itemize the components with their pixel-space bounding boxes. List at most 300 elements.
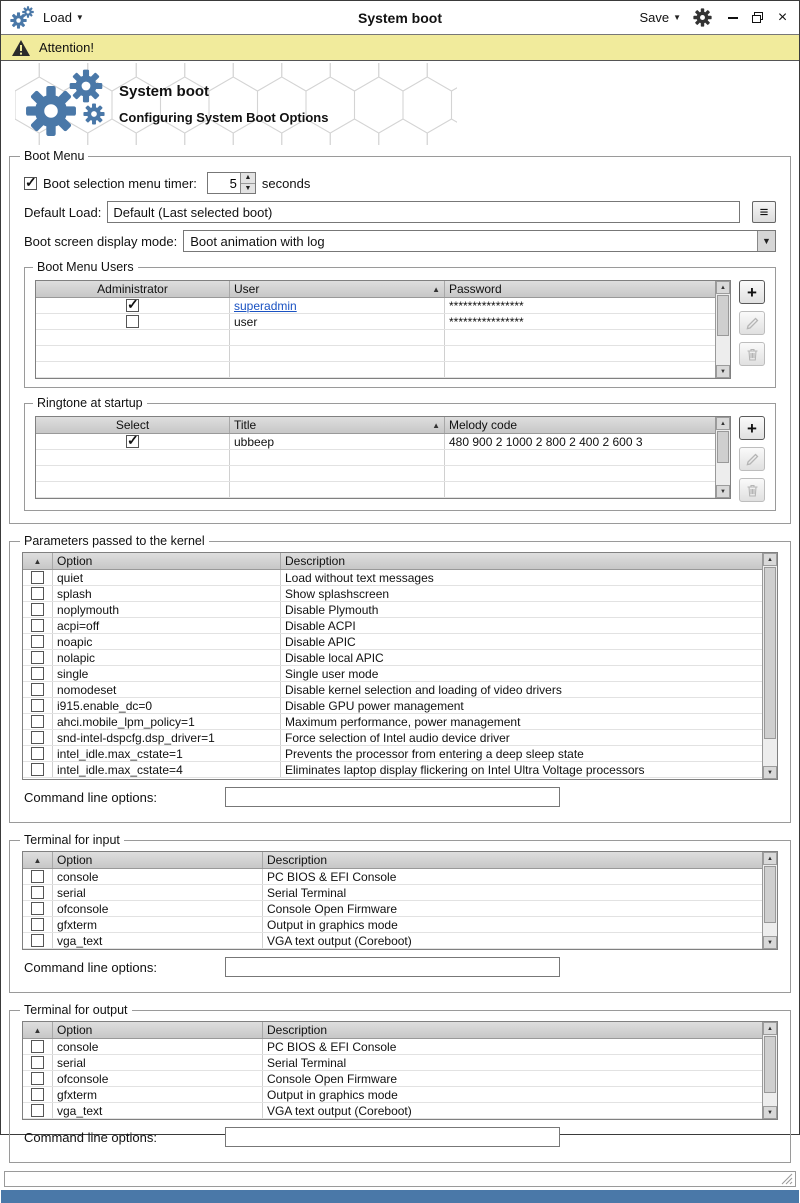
table-row[interactable] — [36, 434, 715, 450]
timer-unit-label: seconds — [261, 175, 311, 191]
close-button[interactable] — [774, 9, 791, 26]
ringtone-table-wrap — [35, 416, 765, 502]
spin-up-button[interactable] — [241, 173, 255, 184]
row-checkbox-cell[interactable] — [23, 933, 53, 948]
option-cell: i915.enable_dc=0 — [53, 698, 281, 713]
description-cell: PC BIOS & EFI Console — [267, 1039, 397, 1054]
trash-icon — [745, 347, 760, 362]
checkbox-icon[interactable] — [31, 1040, 44, 1053]
description-column-header[interactable] — [263, 852, 762, 868]
row-checkbox-cell[interactable] — [23, 618, 53, 633]
admin-header-label: Administrator — [97, 282, 168, 296]
kernel-params-legend: Parameters passed to the kernel — [24, 534, 205, 548]
scrollbar-down-button[interactable] — [763, 936, 777, 949]
title-column-header[interactable] — [230, 417, 445, 433]
scroll-down-icon: ▼ — [767, 939, 773, 946]
row-checkbox-cell[interactable] — [23, 1039, 53, 1054]
users-action-buttons — [739, 280, 765, 366]
timer-label: Boot selection menu timer: — [43, 175, 197, 191]
display-mode-dropdown[interactable] — [183, 230, 776, 252]
select-column-header[interactable] — [36, 417, 230, 433]
terminal-input-legend: Terminal for input — [24, 833, 120, 847]
status-bar — [4, 1171, 796, 1187]
terminal-output-table-wrap — [22, 1021, 778, 1120]
user-header-label: User — [234, 282, 260, 296]
checkbox-icon[interactable] — [31, 763, 44, 776]
scrollbar-track[interactable] — [763, 566, 777, 766]
hamburger-icon: ≡ — [759, 203, 769, 221]
checkbox-icon[interactable] — [31, 619, 44, 632]
row-checkbox-cell[interactable] — [23, 682, 53, 697]
option-cell: quiet — [53, 570, 281, 585]
row-checkbox-cell[interactable] — [23, 714, 53, 729]
checkbox-icon[interactable] — [31, 587, 44, 600]
password-cell: **************** — [449, 298, 524, 313]
plus-icon: + — [747, 418, 757, 438]
table-row[interactable] — [23, 650, 762, 666]
scroll-down-icon: ▼ — [767, 769, 773, 776]
checkbox-icon[interactable] — [31, 1056, 44, 1069]
timer-row — [24, 172, 776, 194]
scrollbar-thumb[interactable] — [764, 866, 776, 923]
option-cell: nolapic — [53, 650, 281, 665]
scrollbar-track[interactable] — [716, 294, 730, 365]
display-mode-label: Boot screen display mode: — [24, 233, 178, 249]
delete-ringtone-button[interactable] — [739, 478, 765, 502]
checkbox-icon[interactable] — [126, 435, 139, 448]
scrollbar-down-button[interactable] — [716, 365, 730, 378]
scroll-up-icon: ▲ — [720, 284, 726, 291]
kernel-params-section — [9, 534, 791, 823]
ringtone-table-body — [36, 434, 715, 498]
terminal-input-cmdline-row — [24, 957, 776, 977]
ringtone-section — [24, 396, 776, 511]
row-checkbox-cell[interactable] — [23, 1055, 53, 1070]
scrollbar-up-button[interactable] — [716, 281, 730, 294]
warning-triangle-icon — [11, 39, 31, 57]
user-cell[interactable] — [230, 298, 445, 313]
option-cell: console — [53, 1039, 263, 1054]
row-checkbox-cell[interactable] — [23, 634, 53, 649]
boot-menu-users-legend: Boot Menu Users — [37, 260, 134, 274]
option-cell: intel_idle.max_cstate=1 — [53, 746, 281, 761]
checkbox-icon[interactable] — [31, 715, 44, 728]
save-menu-label: Save — [639, 10, 670, 25]
boot-menu-users-section — [24, 260, 776, 388]
checkbox-icon[interactable] — [31, 870, 44, 883]
empty-row — [36, 362, 715, 378]
empty-row — [36, 482, 715, 498]
terminal-output-table-main — [23, 1022, 762, 1119]
page-title: System boot — [119, 83, 210, 100]
option-header-label: Option — [57, 853, 93, 867]
scrollbar-down-button[interactable] — [716, 485, 730, 498]
header-text — [119, 83, 328, 125]
table-row[interactable] — [23, 602, 762, 618]
row-checkbox-cell[interactable] — [23, 869, 53, 884]
scroll-up-icon: ▲ — [767, 1025, 773, 1032]
option-cell: noplymouth — [53, 602, 281, 617]
option-column-header[interactable] — [53, 553, 281, 569]
description-cell: Disable Plymouth — [285, 602, 379, 617]
terminal-output-legend: Terminal for output — [24, 1003, 128, 1017]
default-load-row — [24, 201, 776, 223]
users-table-body — [36, 298, 715, 378]
user-link[interactable]: superadmin — [234, 298, 297, 313]
app-gears-icon — [9, 6, 35, 30]
description-cell: Output in graphics mode — [267, 917, 398, 932]
description-header-label: Description — [285, 554, 346, 568]
kernel-params-table — [22, 552, 778, 780]
terminal-output-table — [22, 1021, 778, 1120]
table-row[interactable] — [23, 762, 762, 778]
user-column-header[interactable] — [230, 281, 445, 297]
description-cell: Console Open Firmware — [267, 901, 398, 916]
table-row[interactable] — [23, 730, 762, 746]
option-cell: vga_text — [53, 933, 263, 948]
scrollbar-track[interactable] — [763, 1035, 777, 1106]
row-checkbox-cell[interactable] — [23, 762, 53, 777]
option-cell: gfxterm — [53, 1087, 263, 1102]
table-row[interactable] — [23, 917, 762, 933]
empty-row — [36, 466, 715, 482]
scrollbar-thumb[interactable] — [764, 567, 776, 739]
ringtone-action-buttons — [739, 416, 765, 502]
checkbox-icon[interactable] — [31, 918, 44, 931]
timer-checkbox[interactable] — [24, 177, 37, 190]
description-cell: Show splashscreen — [285, 586, 390, 601]
terminal-input-section — [9, 833, 791, 993]
scroll-down-icon: ▼ — [720, 368, 726, 375]
row-checkbox-cell[interactable] — [23, 1103, 53, 1118]
password-column-header[interactable] — [445, 281, 715, 297]
bottom-strip — [1, 1190, 799, 1203]
row-checkbox-cell[interactable] — [23, 602, 53, 617]
table-row[interactable] — [23, 698, 762, 714]
pencil-icon — [745, 316, 760, 331]
checkbox-icon[interactable] — [31, 635, 44, 648]
terminal-input-table-wrap — [22, 851, 778, 950]
description-cell: Console Open Firmware — [267, 1071, 398, 1086]
default-load-input[interactable] — [107, 201, 740, 223]
load-menu-label: Load — [43, 10, 72, 25]
close-icon: × — [777, 8, 788, 26]
scrollbar-thumb[interactable] — [764, 1036, 776, 1093]
table-row[interactable] — [23, 682, 762, 698]
row-checkbox-cell[interactable] — [23, 730, 53, 745]
terminal-input-cmdline-label: Command line options: — [24, 959, 157, 975]
option-column-header[interactable] — [53, 852, 263, 868]
row-checkbox-cell[interactable] — [23, 901, 53, 916]
terminal-input-cmdline-input[interactable] — [225, 957, 560, 977]
option-cell: console — [53, 869, 263, 884]
scroll-down-icon: ▼ — [720, 488, 726, 495]
table-row[interactable] — [23, 618, 762, 634]
load-menu-button[interactable] — [43, 10, 84, 25]
scroll-up-icon: ▲ — [767, 855, 773, 862]
checkbox-icon[interactable] — [126, 315, 139, 328]
description-cell: Disable kernel selection and loading of video drivers — [285, 682, 562, 697]
timer-spinner — [207, 172, 256, 194]
delete-user-button[interactable] — [739, 342, 765, 366]
kernel-table-wrap — [22, 552, 778, 780]
chevron-down-icon: ▼ — [75, 13, 84, 22]
option-cell: gfxterm — [53, 917, 263, 932]
sort-asc-icon: ▲ — [33, 556, 42, 566]
timer-input[interactable] — [208, 173, 240, 193]
description-cell: Maximum performance, power management — [285, 714, 521, 729]
table-row[interactable] — [23, 586, 762, 602]
option-cell: intel_idle.max_cstate=4 — [53, 762, 281, 777]
pencil-icon — [745, 452, 760, 467]
spin-down-button[interactable] — [241, 184, 255, 194]
option-cell: vga_text — [53, 1103, 263, 1118]
checkbox-icon[interactable] — [31, 902, 44, 915]
option-cell: serial — [53, 1055, 263, 1070]
terminal-input-table-main — [23, 852, 762, 949]
select-header-label: Select — [115, 418, 150, 432]
row-checkbox-cell[interactable] — [23, 570, 53, 585]
table-row[interactable] — [23, 1071, 762, 1087]
row-checkbox-cell[interactable] — [23, 885, 53, 900]
melody-cell: 480 900 2 1000 2 800 2 400 2 600 3 — [449, 434, 643, 449]
table-row[interactable] — [23, 933, 762, 949]
checkbox-icon[interactable] — [31, 683, 44, 696]
chevron-down-icon: ▼ — [762, 236, 771, 246]
option-cell: ofconsole — [53, 1071, 263, 1086]
kernel-cmdline-input[interactable] — [225, 787, 560, 807]
dropdown-arrow-button[interactable] — [757, 231, 775, 251]
titlebar — [1, 1, 799, 35]
checkbox-icon[interactable] — [31, 934, 44, 947]
row-checkbox-cell[interactable] — [23, 586, 53, 601]
edit-ringtone-button[interactable] — [739, 447, 765, 471]
scrollbar-up-button[interactable] — [763, 852, 777, 865]
row-checkbox-cell[interactable] — [23, 1071, 53, 1086]
scrollbar-track[interactable] — [763, 865, 777, 936]
display-mode-value: Boot animation with log — [190, 233, 325, 249]
option-cell: noapic — [53, 634, 281, 649]
description-column-header[interactable] — [263, 1022, 762, 1038]
ringtone-table — [35, 416, 731, 499]
table-row[interactable] — [23, 1103, 762, 1119]
minimize-button[interactable] — [724, 9, 741, 26]
option-cell: ahci.mobile_lpm_policy=1 — [53, 714, 281, 729]
table-row[interactable] — [23, 901, 762, 917]
empty-row — [36, 346, 715, 362]
checkbox-icon[interactable] — [31, 651, 44, 664]
checkbox-icon[interactable] — [31, 1072, 44, 1085]
terminal-output-cmdline-row — [24, 1127, 776, 1147]
save-menu-button[interactable] — [639, 10, 681, 25]
table-row[interactable] — [36, 314, 715, 330]
row-checkbox-cell[interactable] — [23, 666, 53, 681]
vertical-scrollbar[interactable] — [715, 417, 730, 498]
scroll-down-icon: ▼ — [767, 1109, 773, 1116]
minimize-icon — [728, 17, 738, 19]
checkbox-icon[interactable] — [31, 699, 44, 712]
table-row[interactable] — [36, 298, 715, 314]
table-row[interactable] — [23, 634, 762, 650]
option-cell: splash — [53, 586, 281, 601]
add-user-button[interactable] — [739, 280, 765, 304]
option-cell: single — [53, 666, 281, 681]
boot-menu-legend: Boot Menu — [24, 149, 85, 163]
admin-checkbox-cell[interactable] — [36, 298, 230, 313]
row-checkbox-cell[interactable] — [23, 746, 53, 761]
table-row[interactable] — [23, 885, 762, 901]
checkbox-icon[interactable] — [31, 747, 44, 760]
description-cell: VGA text output (Coreboot) — [267, 1103, 412, 1118]
password-cell: **************** — [449, 314, 524, 329]
table-row[interactable] — [23, 1055, 762, 1071]
maximize-button[interactable] — [749, 9, 766, 26]
checkbox-icon[interactable] — [31, 603, 44, 616]
description-cell: Single user mode — [285, 666, 379, 681]
description-cell: Disable local APIC — [285, 650, 384, 665]
default-load-label: Default Load: — [24, 204, 102, 220]
page-header — [1, 61, 799, 147]
table-row[interactable] — [23, 714, 762, 730]
maximize-icon — [751, 11, 764, 24]
spin-down-icon: ▼ — [244, 184, 252, 192]
display-mode-row — [24, 230, 776, 252]
checkbox-icon[interactable] — [31, 886, 44, 899]
description-cell: Force selection of Intel audio device driver — [285, 730, 510, 745]
row-checkbox-cell[interactable] — [23, 650, 53, 665]
melody-column-header[interactable] — [445, 417, 715, 433]
terminal-output-cmdline-input[interactable] — [225, 1127, 560, 1147]
checkbox-icon[interactable] — [31, 667, 44, 680]
terminal-output-table-body — [23, 1039, 762, 1119]
option-cell: ofconsole — [53, 901, 263, 916]
attention-text: Attention! — [39, 40, 94, 55]
kernel-table-main — [23, 553, 762, 779]
app-logo-gears-icon — [21, 67, 113, 141]
description-cell: Output in graphics mode — [267, 1087, 398, 1102]
table-row[interactable] — [23, 1039, 762, 1055]
resize-grip[interactable] — [780, 1172, 793, 1185]
edit-user-button[interactable] — [739, 311, 765, 335]
vertical-scrollbar[interactable] — [762, 852, 777, 949]
title-cell: ubbeep — [230, 434, 445, 449]
option-cell: nomodeset — [53, 682, 281, 697]
users-table — [35, 280, 731, 379]
plus-icon: + — [747, 282, 757, 302]
user-cell[interactable]: user — [230, 314, 445, 329]
sort-asc-icon: ▲ — [432, 420, 440, 430]
scrollbar-thumb[interactable] — [717, 295, 729, 336]
option-header-label: Option — [57, 554, 93, 568]
option-cell: acpi=off — [53, 618, 281, 633]
empty-row — [36, 450, 715, 466]
checkbox-icon[interactable] — [126, 299, 139, 312]
terminal-output-cmdline-label: Command line options: — [24, 1129, 157, 1145]
trash-icon — [745, 483, 760, 498]
sort-asc-icon: ▲ — [33, 855, 42, 865]
settings-gear-icon[interactable] — [693, 8, 712, 27]
description-cell: PC BIOS & EFI Console — [267, 869, 397, 884]
row-checkbox-cell[interactable] — [23, 698, 53, 713]
description-cell: Prevents the processor from entering a deep sleep state — [285, 746, 584, 761]
scrollbar-down-button[interactable] — [763, 766, 777, 779]
titlebar-right — [639, 8, 791, 27]
description-cell: Serial Terminal — [267, 885, 347, 900]
add-ringtone-button[interactable] — [739, 416, 765, 440]
sort-column-header[interactable] — [23, 553, 53, 569]
description-cell: Load without text messages — [285, 570, 434, 585]
sort-column-header[interactable] — [23, 852, 53, 868]
spin-up-icon: ▲ — [244, 174, 252, 182]
titlebar-left — [9, 6, 84, 30]
checkbox-icon[interactable] — [31, 571, 44, 584]
sort-column-header[interactable] — [23, 1022, 53, 1038]
option-column-header[interactable] — [53, 1022, 263, 1038]
scrollbar-down-button[interactable] — [763, 1106, 777, 1119]
attention-banner — [1, 35, 799, 61]
description-header-label: Description — [267, 1023, 328, 1037]
spinner-buttons — [240, 173, 255, 193]
users-table-main — [36, 281, 715, 378]
terminal-input-table-body — [23, 869, 762, 949]
description-cell: Serial Terminal — [267, 1055, 347, 1070]
option-cell: serial — [53, 885, 263, 900]
kernel-table-body — [23, 570, 762, 779]
select-checkbox-cell[interactable] — [36, 434, 230, 449]
empty-row — [36, 330, 715, 346]
terminal-output-section — [9, 1003, 791, 1163]
table-row[interactable] — [23, 666, 762, 682]
scrollbar-up-button[interactable] — [763, 553, 777, 566]
description-cell: Eliminates laptop display flickering on Intel Ultra Voltage processors — [285, 762, 645, 777]
terminal-input-table — [22, 851, 778, 950]
admin-column-header[interactable] — [36, 281, 230, 297]
melody-header-label: Melody code — [449, 418, 518, 432]
users-table-wrap — [35, 280, 765, 379]
kernel-cmdline-row — [24, 787, 776, 807]
table-row[interactable] — [23, 570, 762, 586]
terminal-input-table-header — [23, 852, 762, 869]
description-column-header[interactable] — [281, 553, 762, 569]
checkbox-icon[interactable] — [31, 1104, 44, 1117]
scrollbar-thumb[interactable] — [717, 431, 729, 463]
kernel-cmdline-label: Command line options: — [24, 789, 157, 805]
vertical-scrollbar[interactable] — [762, 553, 777, 779]
page-subtitle: Configuring System Boot Options — [119, 110, 329, 125]
option-cell: snd-intel-dspcfg.dsp_driver=1 — [53, 730, 281, 745]
table-row[interactable] — [23, 1087, 762, 1103]
scrollbar-track[interactable] — [716, 430, 730, 485]
row-checkbox-cell[interactable] — [23, 1087, 53, 1102]
row-checkbox-cell[interactable] — [23, 917, 53, 932]
description-cell: Disable ACPI — [285, 618, 356, 633]
table-row[interactable] — [23, 746, 762, 762]
window-title: System boot — [357, 9, 442, 26]
sort-asc-icon: ▲ — [432, 284, 440, 294]
ringtone-table-main — [36, 417, 715, 498]
scrollbar-up-button[interactable] — [763, 1022, 777, 1035]
admin-checkbox-cell[interactable] — [36, 314, 230, 329]
table-row[interactable] — [23, 869, 762, 885]
boot-menu-section — [9, 149, 791, 524]
default-load-menu-button[interactable] — [752, 201, 776, 223]
vertical-scrollbar[interactable] — [762, 1022, 777, 1119]
vertical-scrollbar[interactable] — [715, 281, 730, 378]
checkbox-icon[interactable] — [31, 1088, 44, 1101]
description-cell: Disable GPU power management — [285, 698, 464, 713]
checkbox-icon[interactable] — [31, 731, 44, 744]
scrollbar-up-button[interactable] — [716, 417, 730, 430]
